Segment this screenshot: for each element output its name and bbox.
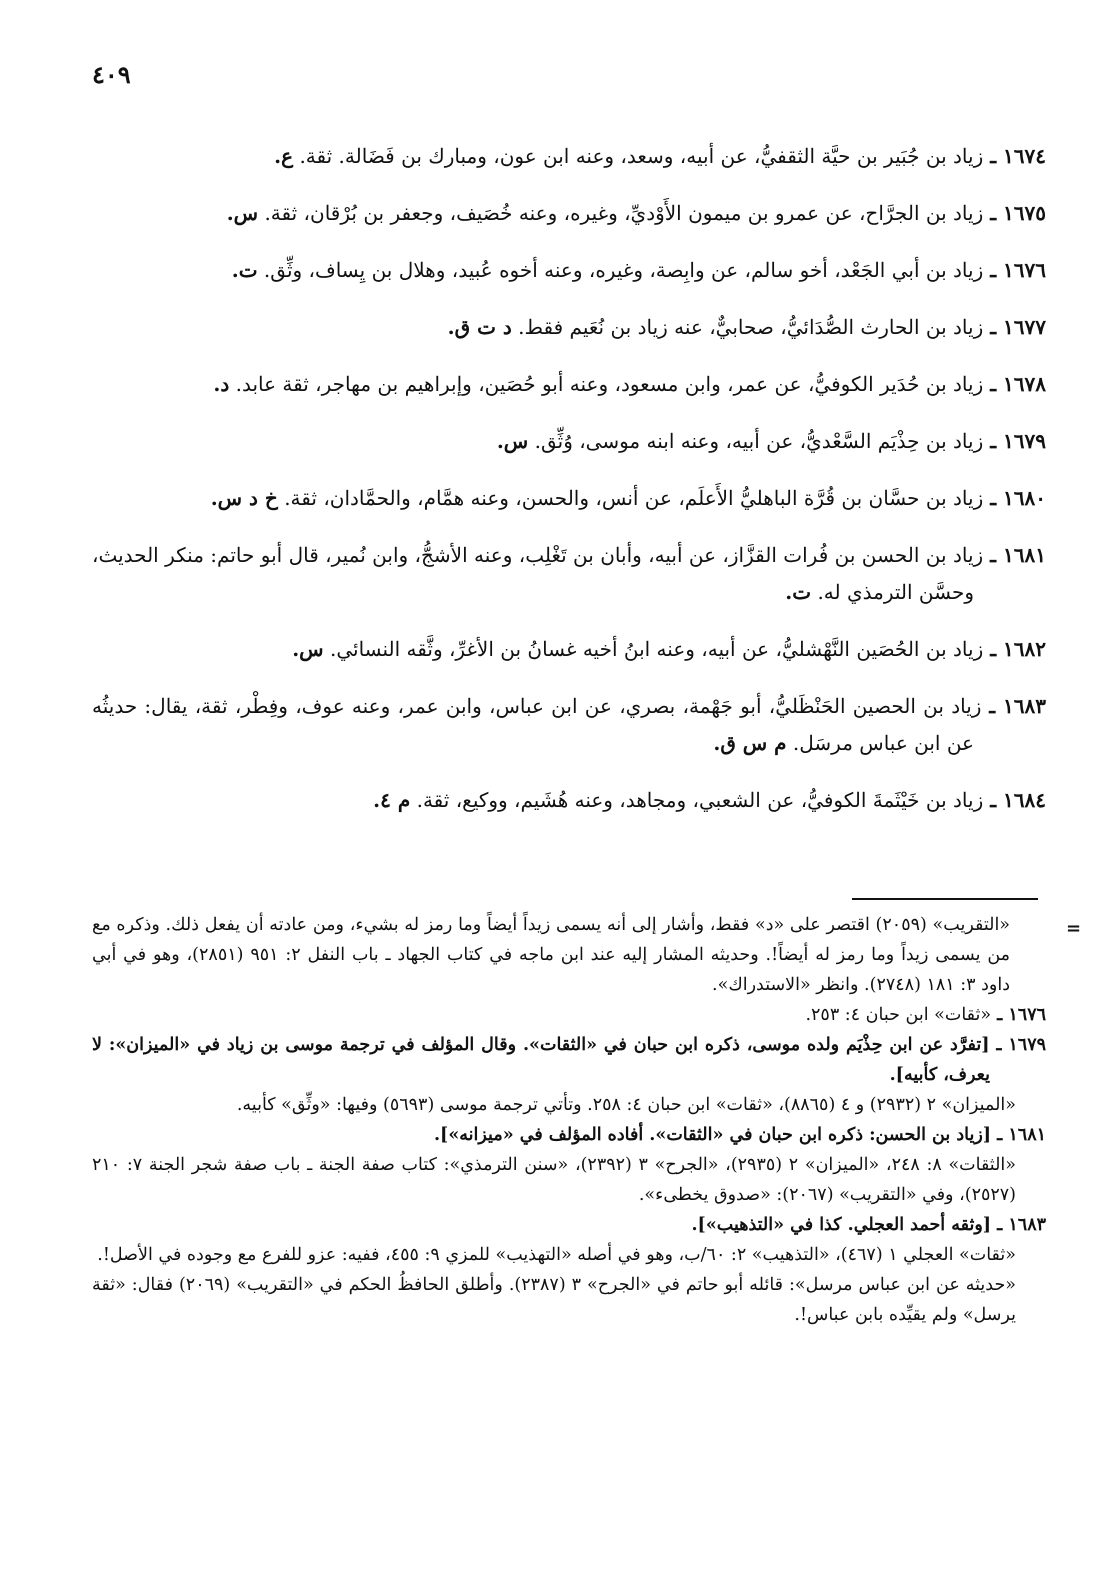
- footnote: ١٦٧٩ ـ [تفرَّد عن ابن حِذْيَم ولده موسى، ذكره ابن حبان في «الثقات». وقال المؤلف في ترجمة موسى بن زياد في «الميزان»: لا يعرف، كأبيه].: [92, 1035, 1046, 1085]
- footnote-text: «التقريب» (٢٠٥٩) اقتصر على «د» فقط، وأشار إلى أنه يسمى زيداً أيضاً وما رمز له بشيء، ومن عادته أن يفعل ذلك. وذكره مع من يسمى زيداً وما رمز له أيضاً!. وحديثه المشار إليه عند ابن ماجه في كتاب الجهاد ـ باب النفل ٢: ٩٥١ (٢٨٥١)، وهو في أبي داود ٣: ١٨١ (٢٧٤٨). وانظر «الاستدراك».: [92, 915, 1011, 995]
- entry: ١٦٧٧ ـ زياد بن الحارث الصُّدَائيُّ، صحابيٌّ، عنه زياد بن نُعَيم فقط. د ت ق.: [447, 315, 1046, 339]
- entry-number: ١٦٨٢: [1003, 637, 1046, 661]
- entry-text: زياد بن حسَّان بن قُرَّة الباهليُّ الأَعلَم، عن أنس، والحسن، وعنه همَّام، والحمَّادان، ثقة.: [284, 486, 984, 510]
- entry: ١٦٨٢ ـ زياد بن الحُصَين النَّهْشليُّ، عن أبيه، وعنه ابنُ أخيه غسانُ بن الأغرِّ، وثَّقه النسائي. س.: [292, 637, 1046, 661]
- footnote-divider: [852, 898, 1038, 900]
- entry-text: زياد بن حِذْيَم السَّعْديُّ، عن أبيه، وعنه ابنه موسى، وُثِّق.: [534, 429, 984, 453]
- footnote-number: ١٦٨٣: [1008, 1215, 1046, 1235]
- entry-text: زياد بن الحصين الحَنْظَليُّ، أبو جَهْمة، بصري، عن ابن عباس، وابن عمر، وعنه عوف، وفِطْر، ثقة، يقال: حديثُه عن ابن عباس مرسَل.: [92, 694, 982, 755]
- footnote-text: «الثقات» ٨: ٢٤٨، «الميزان» ٢ (٢٩٣٥)، «الجرح» ٣ (٢٣٩٢)، «سنن الترمذي»: كتاب صفة الجنة ـ باب صفة شجر الجنة ٧: ٢١٠ (٢٥٢٧)، وفي «التقريب» (٢٠٦٧): «صدوق يخطىء».: [92, 1155, 1016, 1205]
- footnote-text: «ثقات» ابن حبان ٤: ٢٥٣.: [805, 1005, 992, 1025]
- footnote-number: ١٦٧٩: [1008, 1035, 1046, 1055]
- footnote-text: [تفرَّد عن ابن حِذْيَم ولده موسى، ذكره ابن حبان في «الثقات». وقال المؤلف في ترجمة موسى بن زياد في «الميزان»: لا يعرف، كأبيه].: [92, 1035, 990, 1085]
- footnote-text: [وثقه أحمد العجلي. كذا في «التذهيب»].: [691, 1215, 992, 1235]
- entry-symbols: د ت ق.: [447, 315, 512, 339]
- entry-symbols: م س ق.: [713, 731, 787, 755]
- entry-text: زياد بن خَيْثَمةَ الكوفيُّ، عن الشعبي، ومجاهد، وعنه هُشَيم، ووكيع، ثقة.: [416, 788, 984, 812]
- entry-number: ١٦٨٠: [1003, 486, 1046, 510]
- footnote-text: [زياد بن الحسن: ذكره ابن حبان في «الثقات». أفاده المؤلف في «ميزانه»].: [433, 1125, 992, 1145]
- footnote: ١٦٨٣ ـ [وثقه أحمد العجلي. كذا في «التذهيب»].: [691, 1215, 1046, 1235]
- footnote: [92, 910, 1010, 1000]
- entry: ١٦٨٤ ـ زياد بن خَيْثَمةَ الكوفيُّ، عن الشعبي، ومجاهد، وعنه هُشَيم، ووكيع، ثقة. م ٤.: [373, 788, 1046, 812]
- entry-symbols: ت.: [231, 258, 258, 282]
- footnote-number: ١٦٧٦: [1008, 1005, 1046, 1025]
- entry: ١٦٧٦ ـ زياد بن أبي الجَعْد، أخو سالم، عن وابِصة، وغيره، وعنه أخوه عُبيد، وهلال بن يِساف، وثِّق. ت.: [231, 258, 1046, 282]
- entry-symbols: م ٤.: [373, 788, 411, 812]
- footnote: [92, 1150, 1046, 1210]
- entry-text: زياد بن الجرَّاح، عن عمرو بن ميمون الأَوْديِّ، وغيره، وعنه خُصَيف، وجعفر بن بُرْقان، ثقة.: [264, 201, 984, 225]
- entry: ١٦٨٣ ـ زياد بن الحصين الحَنْظَليُّ، أبو جَهْمة، بصري، عن ابن عباس، وابن عمر، وعنه عوف، وفِطْر، ثقة، يقال: حديثُه عن ابن عباس مرسَل. م س ق.: [92, 694, 1046, 755]
- footnote: [92, 1270, 1046, 1330]
- entry-text: زياد بن حُدَير الكوفيُّ، عن عمر، وابن مسعود، وعنه أبو حُصَين، وإبراهيم بن مهاجر، ثقة عابد.: [235, 372, 984, 396]
- entries-list: [92, 118, 1046, 824]
- page-number: ٤٠٩: [92, 60, 131, 89]
- entry-number: ١٦٨٤: [1003, 788, 1046, 812]
- entry: ١٦٧٩ ـ زياد بن حِذْيَم السَّعْديُّ، عن أبيه، وعنه ابنه موسى، وُثِّق. س.: [496, 429, 1046, 453]
- entry-symbols: س.: [226, 201, 259, 225]
- footnotes: [92, 910, 1046, 1330]
- entry-text: زياد بن الحسن بن فُرات القزَّاز، عن أبيه، وأبان بن تَغْلِب، وعنه الأشجُّ، وابن نُمير، قال أبو حاتم: منكر الحديث، وحسَّن الترمذي له.: [92, 543, 984, 604]
- entry-number: ١٦٧٥: [1003, 201, 1046, 225]
- footnote-continuation-mark: =: [1066, 918, 1082, 939]
- entry-text: زياد بن الحُصَين النَّهْشليُّ، عن أبيه، وعنه ابنُ أخيه غسانُ بن الأغرِّ، وثَّقه النسائي.: [329, 637, 984, 661]
- entry: ١٦٧٤ ـ زياد بن جُبَير بن حيَّة الثقفيُّ، عن أبيه، وسعد، وعنه ابن عون، ومبارك بن فَضَالة. ثقة. ع.: [274, 144, 1046, 168]
- entry: ١٦٨٠ ـ زياد بن حسَّان بن قُرَّة الباهليُّ الأَعلَم، عن أنس، والحسن، وعنه همَّام، والحمَّادان، ثقة. خ د س.: [210, 486, 1046, 510]
- entry-symbols: خ د س.: [210, 486, 278, 510]
- entry-number: ١٦٧٩: [1003, 429, 1046, 453]
- footnote: [92, 1090, 1046, 1120]
- entry-symbols: س.: [496, 429, 529, 453]
- footnote: ١٦٨١ ـ [زياد بن الحسن: ذكره ابن حبان في «الثقات». أفاده المؤلف في «ميزانه»].: [433, 1125, 1046, 1145]
- footnote: [92, 1240, 1046, 1270]
- entry-number: ١٦٨٣: [1003, 694, 1046, 718]
- entry-text: زياد بن جُبَير بن حيَّة الثقفيُّ، عن أبيه، وسعد، وعنه ابن عون، ومبارك بن فَضَالة. ثقة.: [299, 144, 984, 168]
- footnote-text: «ثقات» العجلي ١ (٤٦٧)، «التذهيب» ٢: ٦٠/ب، وهو في أصله «التهذيب» للمزي ٩: ٤٥٥، ففيه: عزو للفرع مع وجوده في الأصل!.: [97, 1245, 1016, 1265]
- entry: ١٦٧٥ ـ زياد بن الجرَّاح، عن عمرو بن ميمون الأَوْديِّ، وغيره، وعنه خُصَيف، وجعفر بن بُرْقان، ثقة. س.: [226, 201, 1046, 225]
- entry-number: ١٦٧٧: [1003, 315, 1046, 339]
- footnote: ١٦٧٦ ـ «ثقات» ابن حبان ٤: ٢٥٣.: [805, 1005, 1046, 1025]
- entry-symbols: ع.: [274, 144, 294, 168]
- entry-number: ١٦٧٤: [1003, 144, 1046, 168]
- footnote-text: «الميزان» ٢ (٢٩٣٢) و ٤ (٨٨٦٥)، «ثقات» ابن حبان ٤: ٢٥٨. وتأتي ترجمة موسى (٥٦٩٣) وفيها: «وثِّق» كأبيه.: [236, 1095, 1016, 1115]
- entry-symbols: س.: [292, 637, 324, 661]
- entry-text: زياد بن أبي الجَعْد، أخو سالم، عن وابِصة، وغيره، وعنه أخوه عُبيد، وهلال بن يِساف، وثِّق.: [263, 258, 984, 282]
- footnote-number: ١٦٨١: [1008, 1125, 1046, 1145]
- entry-symbols: ت.: [785, 580, 812, 604]
- entry-number: ١٦٧٨: [1003, 372, 1046, 396]
- entry-number: ١٦٨١: [1003, 543, 1046, 567]
- entry-symbols: د.: [213, 372, 230, 396]
- entry-text: زياد بن الحارث الصُّدَائيُّ، صحابيٌّ، عنه زياد بن نُعَيم فقط.: [518, 315, 984, 339]
- entry: ١٦٧٨ ـ زياد بن حُدَير الكوفيُّ، عن عمر، وابن مسعود، وعنه أبو حُصَين، وإبراهيم بن مهاجر، ثقة عابد. د.: [213, 372, 1046, 396]
- entry-number: ١٦٧٦: [1003, 258, 1046, 282]
- footnote-text: «حديثه عن ابن عباس مرسل»: قائله أبو حاتم في «الجرح» ٣ (٢٣٨٧). وأطلق الحافظُ الحكم في «التقريب» (٢٠٦٩) فقال: «ثقة يرسل» ولم يقيِّده بابن عباس!.: [92, 1275, 1017, 1325]
- entry: ١٦٨١ ـ زياد بن الحسن بن فُرات القزَّاز، عن أبيه، وأبان بن تَغْلِب، وعنه الأشجُّ، وابن نُمير، قال أبو حاتم: منكر الحديث، وحسَّن الترمذي له. ت.: [92, 543, 1046, 604]
